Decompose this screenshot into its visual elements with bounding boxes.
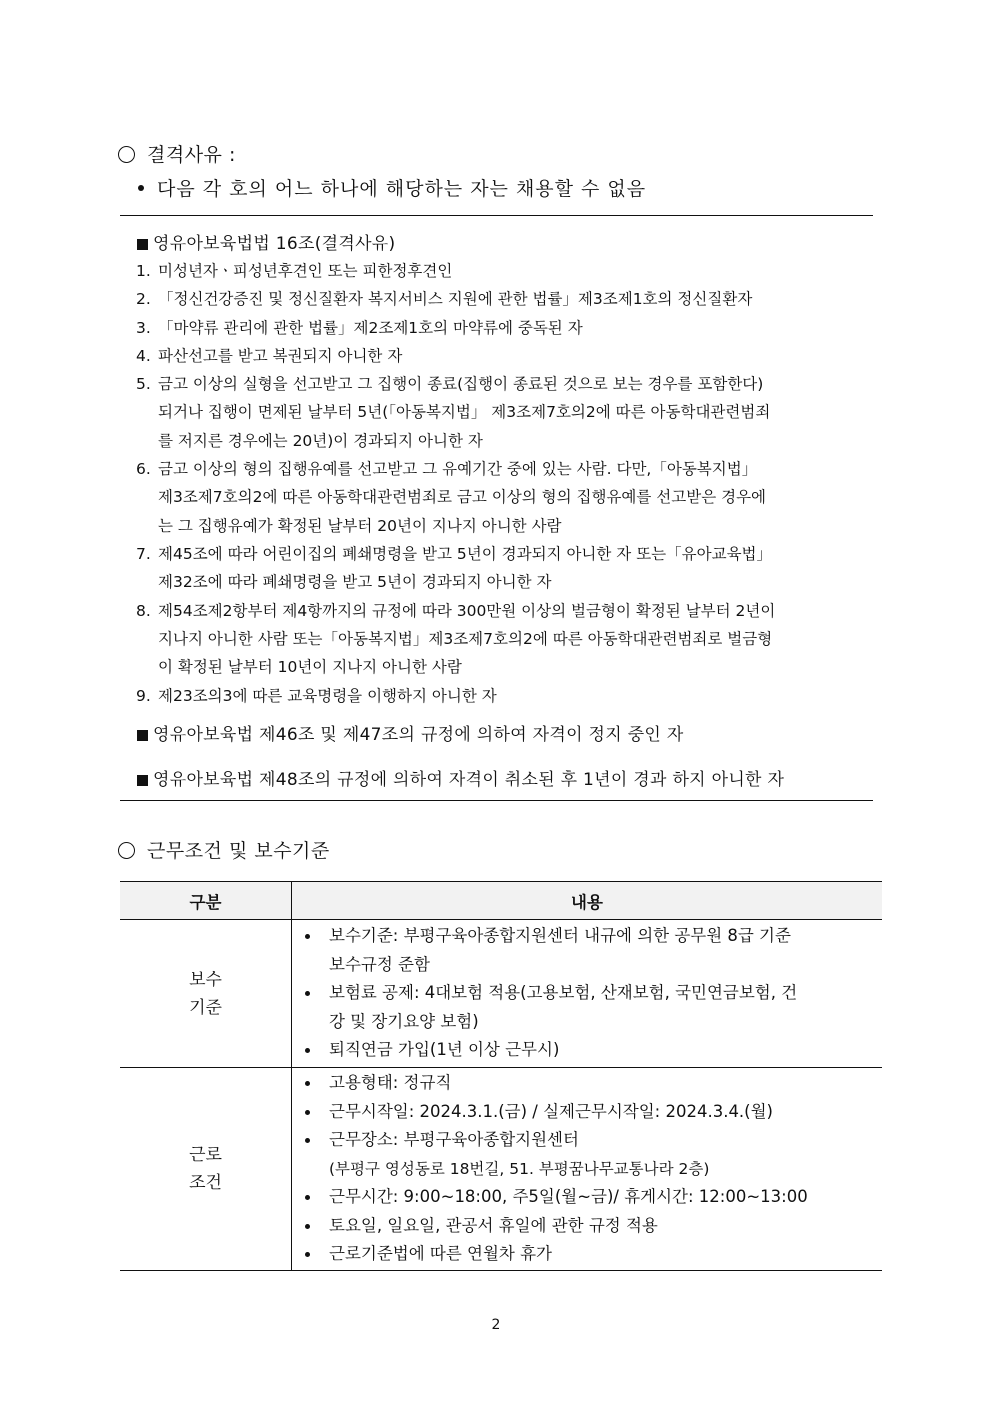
category-label: 기준 xyxy=(189,997,222,1018)
square-bullet-icon xyxy=(137,775,148,786)
law-title xyxy=(137,229,395,254)
item-text-line: 「정신건강증진 및 정신질환자 복지서비스 지원에 관한 법률」제3조제1호의 정신질환자 xyxy=(158,290,753,309)
item-text-line: 파산선고를 받고 복권되지 아니한 자 xyxy=(158,346,403,365)
bullet-text-line: 고용형태: 정규직 xyxy=(329,1073,452,1092)
bullet-text-line: 토요일, 일요일, 관공서 휴일에 관한 규정 적용 xyxy=(329,1215,658,1235)
content-bullet xyxy=(305,979,881,1036)
item-number: 2. xyxy=(136,290,151,309)
bullet-text-line: 근무시간: 9:00~18:00, 주5일(월~금)/ 휴게시간: 12:00~13:00 xyxy=(329,1187,808,1206)
item-number: 9. xyxy=(136,686,151,705)
bullet-dot-icon xyxy=(305,991,310,996)
item-number: 8. xyxy=(136,601,151,620)
address-note: (부평구 영성동로 18번길, 51. 부평꿈나무교통나라 2층) xyxy=(329,1159,710,1178)
item-text-line: 를 저지른 경우에는 20년)이 경과되지 아니한 자 xyxy=(158,431,483,450)
law-title-text: 영유아보육법법 16조(결격사유) xyxy=(153,234,396,254)
bullet-text-line: 근무시작일: 2024.3.1.(금) / 실제근무시작일: 2024.3.4.(월) xyxy=(329,1101,773,1121)
bullet-dot-icon xyxy=(305,1224,310,1229)
content-bullet xyxy=(305,1036,881,1065)
extra-clause-1 xyxy=(137,720,684,745)
content-bullet xyxy=(305,1212,881,1241)
item-text-line: 제54조제2항부터 제4항까지의 규정에 따라 300만원 이상의 벌금형이 확정된 날부터 2년이 xyxy=(158,601,776,620)
heading-text: 결격사유 : xyxy=(147,144,236,166)
item-text-line: 제3조제7호의2에 따른 아동학대관련범죄로 금고 이상의 형의 집행유예를 선고받은 경우에 xyxy=(158,488,767,507)
content-bullet xyxy=(305,1069,881,1098)
category-label: 근로 xyxy=(189,1144,222,1165)
item-text-line: 지나지 아니한 사람 또는「아동복지법」제3조제7호의2에 따른 아동학대관련범죄로 벌금형 xyxy=(158,629,773,648)
list-item xyxy=(136,342,876,370)
divider-top xyxy=(120,215,873,216)
item-text-line: 미성년자ㆍ피성년후견인 또는 피한정후견인 xyxy=(158,262,453,280)
square-bullet-icon xyxy=(137,730,148,741)
bullet-dot-icon xyxy=(138,185,144,191)
bullet-text-line: 보수기준: 부평구육아종합지원센터 내규에 의한 공무원 8급 기준 xyxy=(329,926,791,946)
bullet-dot-icon xyxy=(305,1138,310,1143)
content-bullet xyxy=(305,1126,881,1155)
item-number: 7. xyxy=(136,545,151,563)
column-header: 내용 xyxy=(292,882,883,920)
item-number: 6. xyxy=(136,460,151,479)
bullet-dot-icon xyxy=(305,1081,310,1086)
list-item xyxy=(136,257,876,285)
extra-clause-text: 영유아보육법 제48조의 규정에 의하여 자격이 취소된 후 1년이 경과 하지 아니한 자 xyxy=(153,770,785,790)
section-heading-conditions xyxy=(118,836,330,863)
item-text-line: 「마약류 관리에 관한 법률」제2조제1호의 마약류에 중독된 자 xyxy=(158,318,583,337)
conditions-table xyxy=(120,881,882,1271)
bullet-text-line: 근무장소: 부평구육아종합지원센터 xyxy=(329,1130,579,1149)
circle-bullet-icon xyxy=(118,146,135,163)
bullet-text-line: 강 및 장기요양 보험) xyxy=(329,1011,479,1031)
extra-clause-2 xyxy=(137,765,784,790)
divider-bottom xyxy=(120,800,873,801)
bullet-dot-icon xyxy=(305,934,310,939)
content-bullet xyxy=(305,922,881,979)
content-cell xyxy=(292,920,883,1068)
list-item xyxy=(136,455,876,540)
item-text-line: 되거나 집행이 면제된 날부터 5년(「아동복지법」 제3조제7호의2에 따른 아동학대관련범죄 xyxy=(158,403,771,422)
extra-clause-text: 영유아보육법 제46조 및 제47조의 규정에 의하여 자격이 정지 중인 자 xyxy=(153,725,684,745)
item-text-line: 금고 이상의 실형을 선고받고 그 집행이 종료(집행이 종료된 것으로 보는 경우를 포함한다) xyxy=(158,375,764,394)
column-header: 구분 xyxy=(120,882,292,920)
list-item xyxy=(136,540,876,597)
list-item xyxy=(136,285,876,313)
bullet-text-line: 퇴직연금 가입(1년 이상 근무시) xyxy=(329,1040,560,1060)
content-cell xyxy=(292,1068,883,1271)
circle-bullet-icon xyxy=(118,842,135,859)
square-bullet-icon xyxy=(137,239,148,250)
bullet-dot-icon xyxy=(305,1110,310,1115)
list-item xyxy=(136,682,876,710)
category-label: 보수 xyxy=(189,969,222,990)
bullet-text-line: 근로기준법에 따른 연월차 휴가 xyxy=(329,1244,552,1263)
bullet-dot-icon xyxy=(305,1252,310,1257)
category-cell xyxy=(120,920,292,1068)
bullet-dot-icon xyxy=(305,1195,310,1200)
page-number: 2 xyxy=(491,1317,501,1333)
table-row xyxy=(120,920,882,1068)
item-number: 5. xyxy=(136,375,151,394)
bullet-text-line: 보수규정 준함 xyxy=(329,954,430,974)
item-number: 4. xyxy=(136,346,151,365)
item-text-line: 제32조에 따라 폐쇄명령을 받고 5년이 경과되지 아니한 자 xyxy=(158,573,552,592)
content-bullet xyxy=(305,1098,881,1127)
section-heading-disqualification xyxy=(118,140,236,167)
item-text-line: 이 확정된 날부터 10년이 지나지 아니한 사람 xyxy=(158,658,462,677)
list-item xyxy=(136,370,876,455)
bullet-text-line: 보험료 공제: 4대보험 적용(고용보험, 산재보험, 국민연금보험, 건 xyxy=(329,983,798,1003)
heading-text: 근무조건 및 보수기준 xyxy=(147,840,330,862)
item-text-line: 제45조에 따라 어린이집의 폐쇄명령을 받고 5년이 경과되지 아니한 자 또는「유아교육법」 xyxy=(158,545,773,563)
list-item xyxy=(136,597,876,682)
item-text-line: 금고 이상의 형의 집행유예를 선고받고 그 유예기간 중에 있는 사람. 다만,「아동복지법」 xyxy=(158,460,758,479)
item-number: 1. xyxy=(136,262,151,280)
table-header-row xyxy=(120,882,882,920)
item-text-line: 제23조의3에 따른 교육명령을 이행하지 아니한 자 xyxy=(158,686,497,705)
list-item xyxy=(136,314,876,342)
intro-text: 다음 각 호의 어느 하나에 해당하는 자는 채용할 수 없음 xyxy=(157,178,647,200)
category-cell xyxy=(120,1068,292,1271)
category-label: 조건 xyxy=(189,1172,222,1193)
table-row xyxy=(120,1068,882,1271)
content-bullet xyxy=(305,1183,881,1212)
item-text-line: 는 그 집행유예가 확정된 날부터 20년이 지나지 아니한 사람 xyxy=(158,516,562,535)
bullet-dot-icon xyxy=(305,1048,310,1053)
item-number: 3. xyxy=(136,318,151,337)
intro-line xyxy=(138,174,646,201)
content-bullet xyxy=(305,1240,881,1269)
